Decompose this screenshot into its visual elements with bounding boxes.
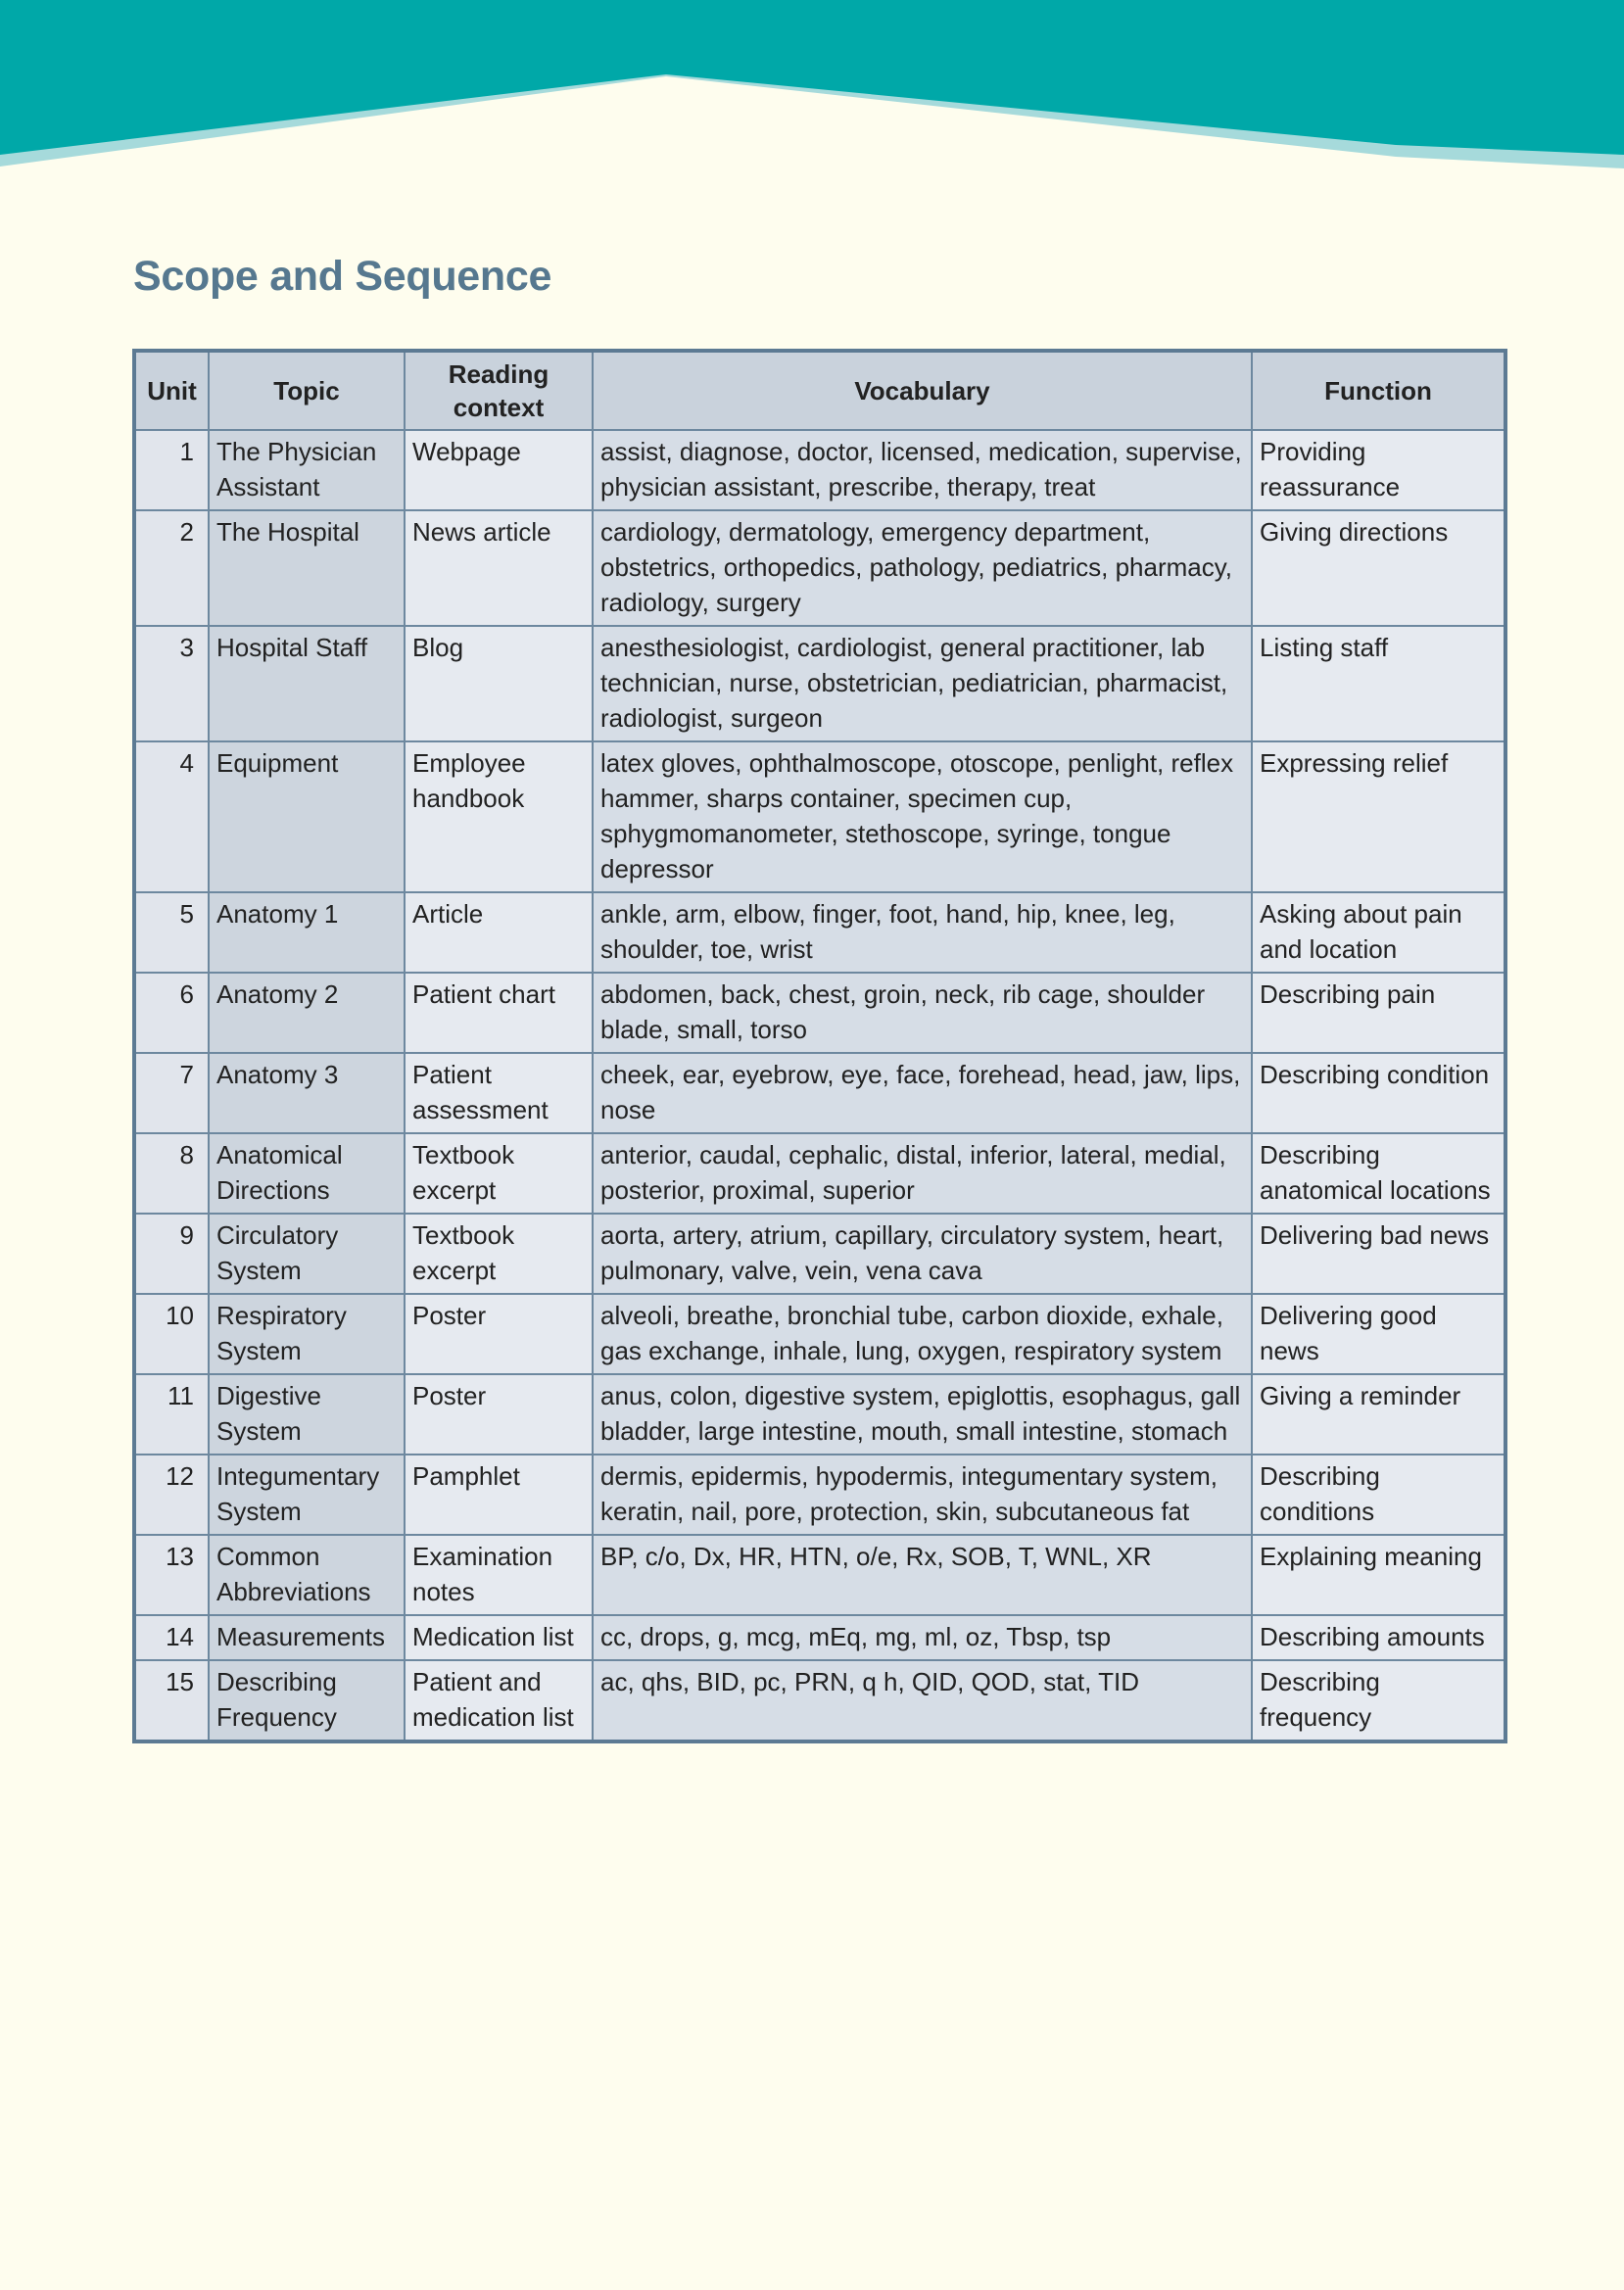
- cell-function: Describing frequency: [1252, 1660, 1505, 1741]
- table-row: [134, 973, 1505, 1053]
- cell-vocabulary: cc, drops, g, mcg, mEq, mg, ml, oz, Tbsp, tsp: [593, 1615, 1252, 1660]
- cell-unit: 1: [134, 430, 209, 510]
- cell-topic: Measurements: [209, 1615, 405, 1660]
- cell-function: Listing staff: [1252, 626, 1505, 741]
- cell-vocabulary: cardiology, dermatology, emergency department, obstetrics, orthopedics, pathology, pediatrics, pharmacy, radiology, surgery: [593, 510, 1252, 626]
- header-band: [0, 0, 1624, 176]
- scope-sequence-table: [132, 349, 1507, 1743]
- table-row: [134, 430, 1505, 510]
- scope-sequence-table-container: [132, 349, 1504, 1743]
- table-row: [134, 1535, 1505, 1615]
- cell-topic: The Physician Assistant: [209, 430, 405, 510]
- table-row: [134, 1660, 1505, 1741]
- cell-unit: 3: [134, 626, 209, 741]
- table-row: [134, 510, 1505, 626]
- cell-function: Asking about pain and location: [1252, 892, 1505, 973]
- cell-function: Explaining meaning: [1252, 1535, 1505, 1615]
- cell-unit: 10: [134, 1294, 209, 1374]
- cell-reading-context: Employee handbook: [405, 741, 593, 892]
- cell-unit: 11: [134, 1374, 209, 1455]
- cell-topic: Circulatory System: [209, 1214, 405, 1294]
- cell-unit: 7: [134, 1053, 209, 1133]
- cell-unit: 2: [134, 510, 209, 626]
- cell-vocabulary: aorta, artery, atrium, capillary, circulatory system, heart, pulmonary, valve, vein, vena cava: [593, 1214, 1252, 1294]
- cell-reading-context: Patient and medication list: [405, 1660, 593, 1741]
- header-topic: Topic: [209, 351, 405, 430]
- cell-reading-context: Article: [405, 892, 593, 973]
- cell-function: Describing pain: [1252, 973, 1505, 1053]
- cell-vocabulary: anus, colon, digestive system, epiglottis, esophagus, gall bladder, large intestine, mouth, small intestine, stomach: [593, 1374, 1252, 1455]
- cell-vocabulary: assist, diagnose, doctor, licensed, medication, supervise, physician assistant, prescribe, therapy, treat: [593, 430, 1252, 510]
- cell-reading-context: Webpage: [405, 430, 593, 510]
- cell-unit: 4: [134, 741, 209, 892]
- cell-vocabulary: alveoli, breathe, bronchial tube, carbon dioxide, exhale, gas exchange, inhale, lung, oxygen, respiratory system: [593, 1294, 1252, 1374]
- cell-function: Delivering good news: [1252, 1294, 1505, 1374]
- cell-function: Giving directions: [1252, 510, 1505, 626]
- table-row: [134, 1053, 1505, 1133]
- cell-topic: Respiratory System: [209, 1294, 405, 1374]
- cell-function: Describing conditions: [1252, 1455, 1505, 1535]
- cell-vocabulary: ac, qhs, BID, pc, PRN, q h, QID, QOD, stat, TID: [593, 1660, 1252, 1741]
- cell-reading-context: Blog: [405, 626, 593, 741]
- cell-function: Giving a reminder: [1252, 1374, 1505, 1455]
- cell-topic: Describing Frequency: [209, 1660, 405, 1741]
- cell-reading-context: Textbook excerpt: [405, 1133, 593, 1214]
- table-row: [134, 1455, 1505, 1535]
- cell-unit: 6: [134, 973, 209, 1053]
- cell-reading-context: Patient assessment: [405, 1053, 593, 1133]
- cell-unit: 13: [134, 1535, 209, 1615]
- cell-topic: Anatomical Directions: [209, 1133, 405, 1214]
- table-header-row: [134, 351, 1505, 430]
- cell-reading-context: News article: [405, 510, 593, 626]
- cell-vocabulary: anterior, caudal, cephalic, distal, inferior, lateral, medial, posterior, proximal, superior: [593, 1133, 1252, 1214]
- cell-unit: 8: [134, 1133, 209, 1214]
- cell-topic: Anatomy 2: [209, 973, 405, 1053]
- cell-unit: 14: [134, 1615, 209, 1660]
- cell-vocabulary: BP, c/o, Dx, HR, HTN, o/e, Rx, SOB, T, WNL, XR: [593, 1535, 1252, 1615]
- cell-reading-context: Examination notes: [405, 1535, 593, 1615]
- cell-topic: Hospital Staff: [209, 626, 405, 741]
- cell-unit: 5: [134, 892, 209, 973]
- cell-function: Describing amounts: [1252, 1615, 1505, 1660]
- cell-function: Expressing relief: [1252, 741, 1505, 892]
- cell-reading-context: Pamphlet: [405, 1455, 593, 1535]
- cell-topic: Equipment: [209, 741, 405, 892]
- cell-function: Describing anatomical locations: [1252, 1133, 1505, 1214]
- cell-vocabulary: dermis, epidermis, hypodermis, integumentary system, keratin, nail, pore, protection, skin, subcutaneous fat: [593, 1455, 1252, 1535]
- header-function: Function: [1252, 351, 1505, 430]
- cell-topic: Common Abbreviations: [209, 1535, 405, 1615]
- cell-reading-context: Textbook excerpt: [405, 1214, 593, 1294]
- cell-topic: The Hospital: [209, 510, 405, 626]
- cell-topic: Anatomy 1: [209, 892, 405, 973]
- cell-function: Delivering bad news: [1252, 1214, 1505, 1294]
- table-row: [134, 1294, 1505, 1374]
- cell-vocabulary: latex gloves, ophthalmoscope, otoscope, penlight, reflex hammer, sharps container, specimen cup, sphygmomanometer, stethoscope, syringe, tongue depressor: [593, 741, 1252, 892]
- cell-vocabulary: abdomen, back, chest, groin, neck, rib cage, shoulder blade, small, torso: [593, 973, 1252, 1053]
- table-row: [134, 1374, 1505, 1455]
- cell-unit: 15: [134, 1660, 209, 1741]
- cell-reading-context: Medication list: [405, 1615, 593, 1660]
- cell-topic: Digestive System: [209, 1374, 405, 1455]
- header-unit: Unit: [134, 351, 209, 430]
- cell-topic: Anatomy 3: [209, 1053, 405, 1133]
- cell-vocabulary: cheek, ear, eyebrow, eye, face, forehead, head, jaw, lips, nose: [593, 1053, 1252, 1133]
- cell-topic: Integumentary System: [209, 1455, 405, 1535]
- cell-function: Describing condition: [1252, 1053, 1505, 1133]
- cell-unit: 9: [134, 1214, 209, 1294]
- table-row: [134, 1214, 1505, 1294]
- page-title: Scope and Sequence: [133, 253, 552, 300]
- cell-vocabulary: ankle, arm, elbow, finger, foot, hand, hip, knee, leg, shoulder, toe, wrist: [593, 892, 1252, 973]
- cell-reading-context: Poster: [405, 1294, 593, 1374]
- table-row: [134, 741, 1505, 892]
- table-row: [134, 1133, 1505, 1214]
- header-reading-context: Reading context: [405, 351, 593, 430]
- table-row: [134, 892, 1505, 973]
- cell-reading-context: Poster: [405, 1374, 593, 1455]
- table-row: [134, 1615, 1505, 1660]
- cell-vocabulary: anesthesiologist, cardiologist, general practitioner, lab technician, nurse, obstetrician, pediatrician, pharmacist, radiologist, surgeon: [593, 626, 1252, 741]
- table-row: [134, 626, 1505, 741]
- cell-function: Providing reassurance: [1252, 430, 1505, 510]
- cell-unit: 12: [134, 1455, 209, 1535]
- header-vocabulary: Vocabulary: [593, 351, 1252, 430]
- cell-reading-context: Patient chart: [405, 973, 593, 1053]
- table-body: [134, 430, 1505, 1741]
